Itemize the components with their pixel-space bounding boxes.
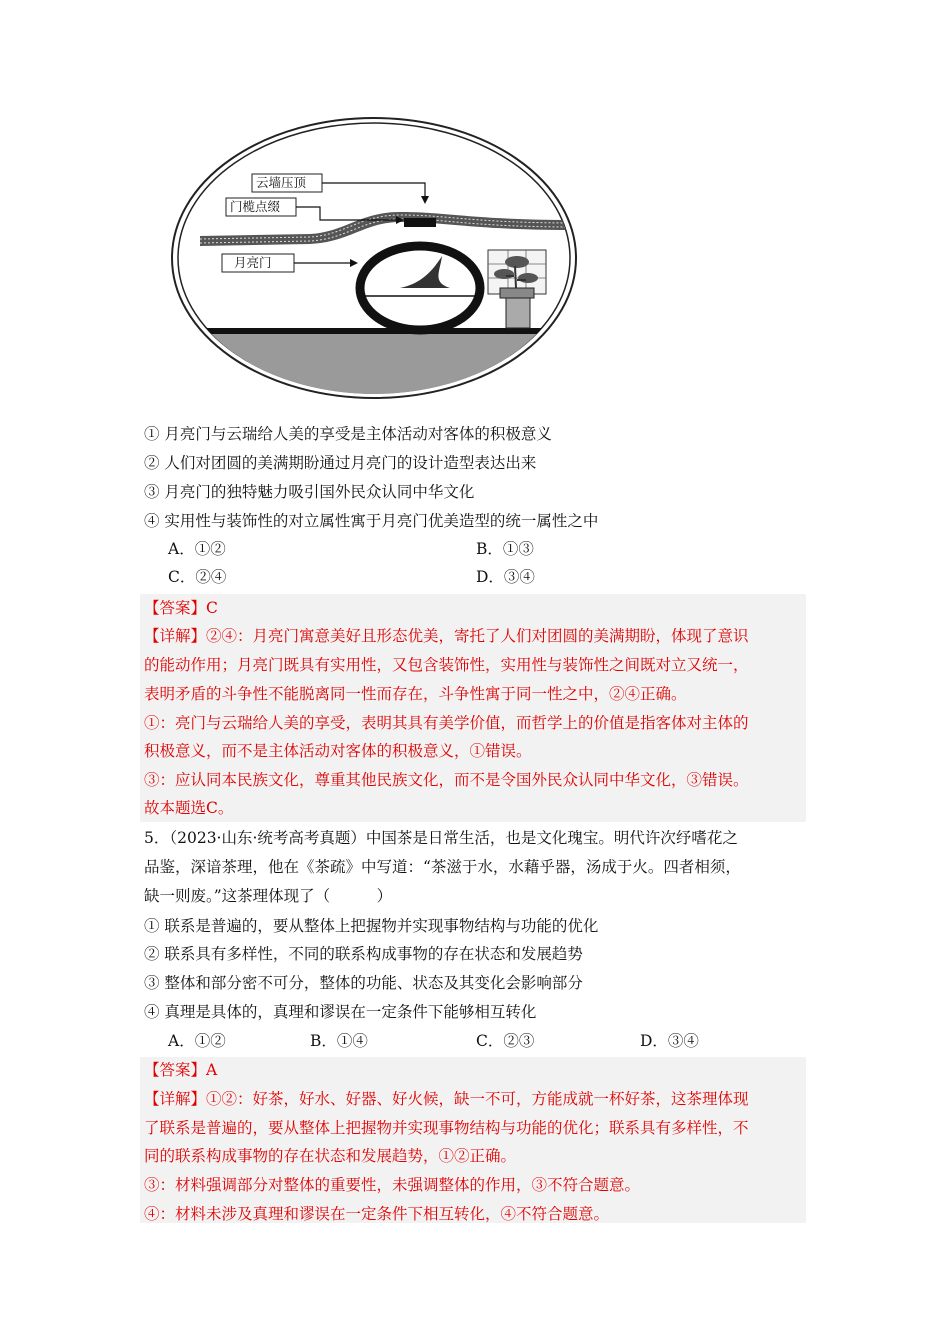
figure-label-menlan: 门榄点缀 <box>230 199 281 214</box>
q4-option-d: D．③④ <box>476 568 535 586</box>
q4-explain-6: ③：应认同本民族文化，尊重其他民族文化，而不是令国外民众认同中华文化，③错误。 <box>144 771 749 789</box>
moon-gate-figure <box>170 116 578 400</box>
q4-item-1: ① 月亮门与云瑞给人美的享受是主体活动对客体的积极意义 <box>144 425 552 443</box>
q4-answer: 【答案】C <box>144 599 218 617</box>
bonsai-pedestal <box>506 298 530 328</box>
moon-gate-illustration <box>170 116 578 400</box>
ground-fill <box>170 334 578 400</box>
q5-explain-2: 了联系是普遍的，要从整体上把握物并实现事物结构与功能的优化；联系具有多样性，不 <box>144 1119 749 1137</box>
cloud-wall-band <box>200 212 578 246</box>
q5-stem-3: 缺一则废。”这茶理体现了（ ） <box>144 887 393 905</box>
mountain-silhouette <box>400 256 450 288</box>
q5-option-d: D．③④ <box>640 1032 699 1050</box>
bonsai-foliage-top <box>505 256 529 268</box>
q5-item-3: ③ 整体和部分密不可分，整体的功能、状态及其变化会影响部分 <box>144 974 583 992</box>
q5-stem-2: 品鉴，深谙茶理，他在《茶疏》中写道：“茶滋于水，水藉乎器，汤成于火。四者相须， <box>144 858 741 876</box>
q5-stem-1: 5．（2023·山东·统考高考真题）中国茶是日常生活，也是文化瑰宝。明代许次纾嗜花之 <box>144 829 738 847</box>
q4-explain-3: 表明矛盾的斗争性不能脱离同一性而存在，斗争性寓于同一性之中，②④正确。 <box>144 685 687 703</box>
q4-option-a: A．①② <box>168 540 226 558</box>
q5-item-1: ① 联系是普遍的，要从整体上把握物并实现事物结构与功能的优化 <box>144 917 599 935</box>
bonsai-pot <box>500 288 534 298</box>
door-lintel <box>404 218 436 227</box>
q5-answer-block <box>140 1057 806 1223</box>
q5-explain-4: ③：材料强调部分对整体的重要性，未强调整体的作用，③不符合题意。 <box>144 1176 641 1194</box>
q5-option-c: C．②③ <box>476 1032 535 1050</box>
figure-label-yunqiang: 云墙压顶 <box>256 175 307 190</box>
q4-item-3: ③ 月亮门的独特魅力吸引国外民众认同中华文化 <box>144 483 475 501</box>
q4-item-2: ② 人们对团圆的美满期盼通过月亮门的设计造型表达出来 <box>144 454 537 472</box>
q5-explain-5: ④：材料未涉及真理和谬误在一定条件下相互转化，④不符合题意。 <box>144 1205 610 1223</box>
q5-answer: 【答案】A <box>144 1061 218 1079</box>
q5-item-2: ② 联系具有多样性，不同的联系构成事物的存在状态和发展趋势 <box>144 945 583 963</box>
figure-label-yueliangmen: 月亮门 <box>234 255 272 270</box>
q5-explain-1: 【详解】①②：好茶，好水、好器、好火候，缺一不可，方能成就一杯好茶，这茶理体现 <box>144 1090 749 1108</box>
q4-explain-5: 积极意义，而不是主体活动对客体的积极意义，①错误。 <box>144 742 532 760</box>
q4-explain-7: 故本题选C。 <box>144 799 234 817</box>
q5-item-4: ④ 真理是具体的，真理和谬误在一定条件下能够相互转化 <box>144 1003 537 1021</box>
q4-item-4: ④ 实用性与装饰性的对立属性寓于月亮门优美造型的统一属性之中 <box>144 512 599 530</box>
q4-explain-4: ①：亮门与云瑞给人美的享受，表明其具有美学价值，而哲学上的价值是指客体对主体的 <box>144 714 749 732</box>
q4-explain-2: 的能动作用；月亮门既具有实用性，又包含装饰性，实用性与装饰性之间既对立又统一， <box>144 656 749 674</box>
q4-option-c: C．②④ <box>168 568 227 586</box>
q4-explain-1: 【详解】②④：月亮门寓意美好且形态优美，寄托了人们对团圆的美满期盼，体现了意识 <box>144 627 749 645</box>
q5-option-b: B．①④ <box>310 1032 368 1050</box>
q5-explain-3: 同的联系构成事物的存在状态和发展趋势，①②正确。 <box>144 1147 517 1165</box>
ground-line <box>170 328 578 334</box>
q5-option-a: A．①② <box>168 1032 226 1050</box>
q4-option-b: B．①③ <box>476 540 534 558</box>
